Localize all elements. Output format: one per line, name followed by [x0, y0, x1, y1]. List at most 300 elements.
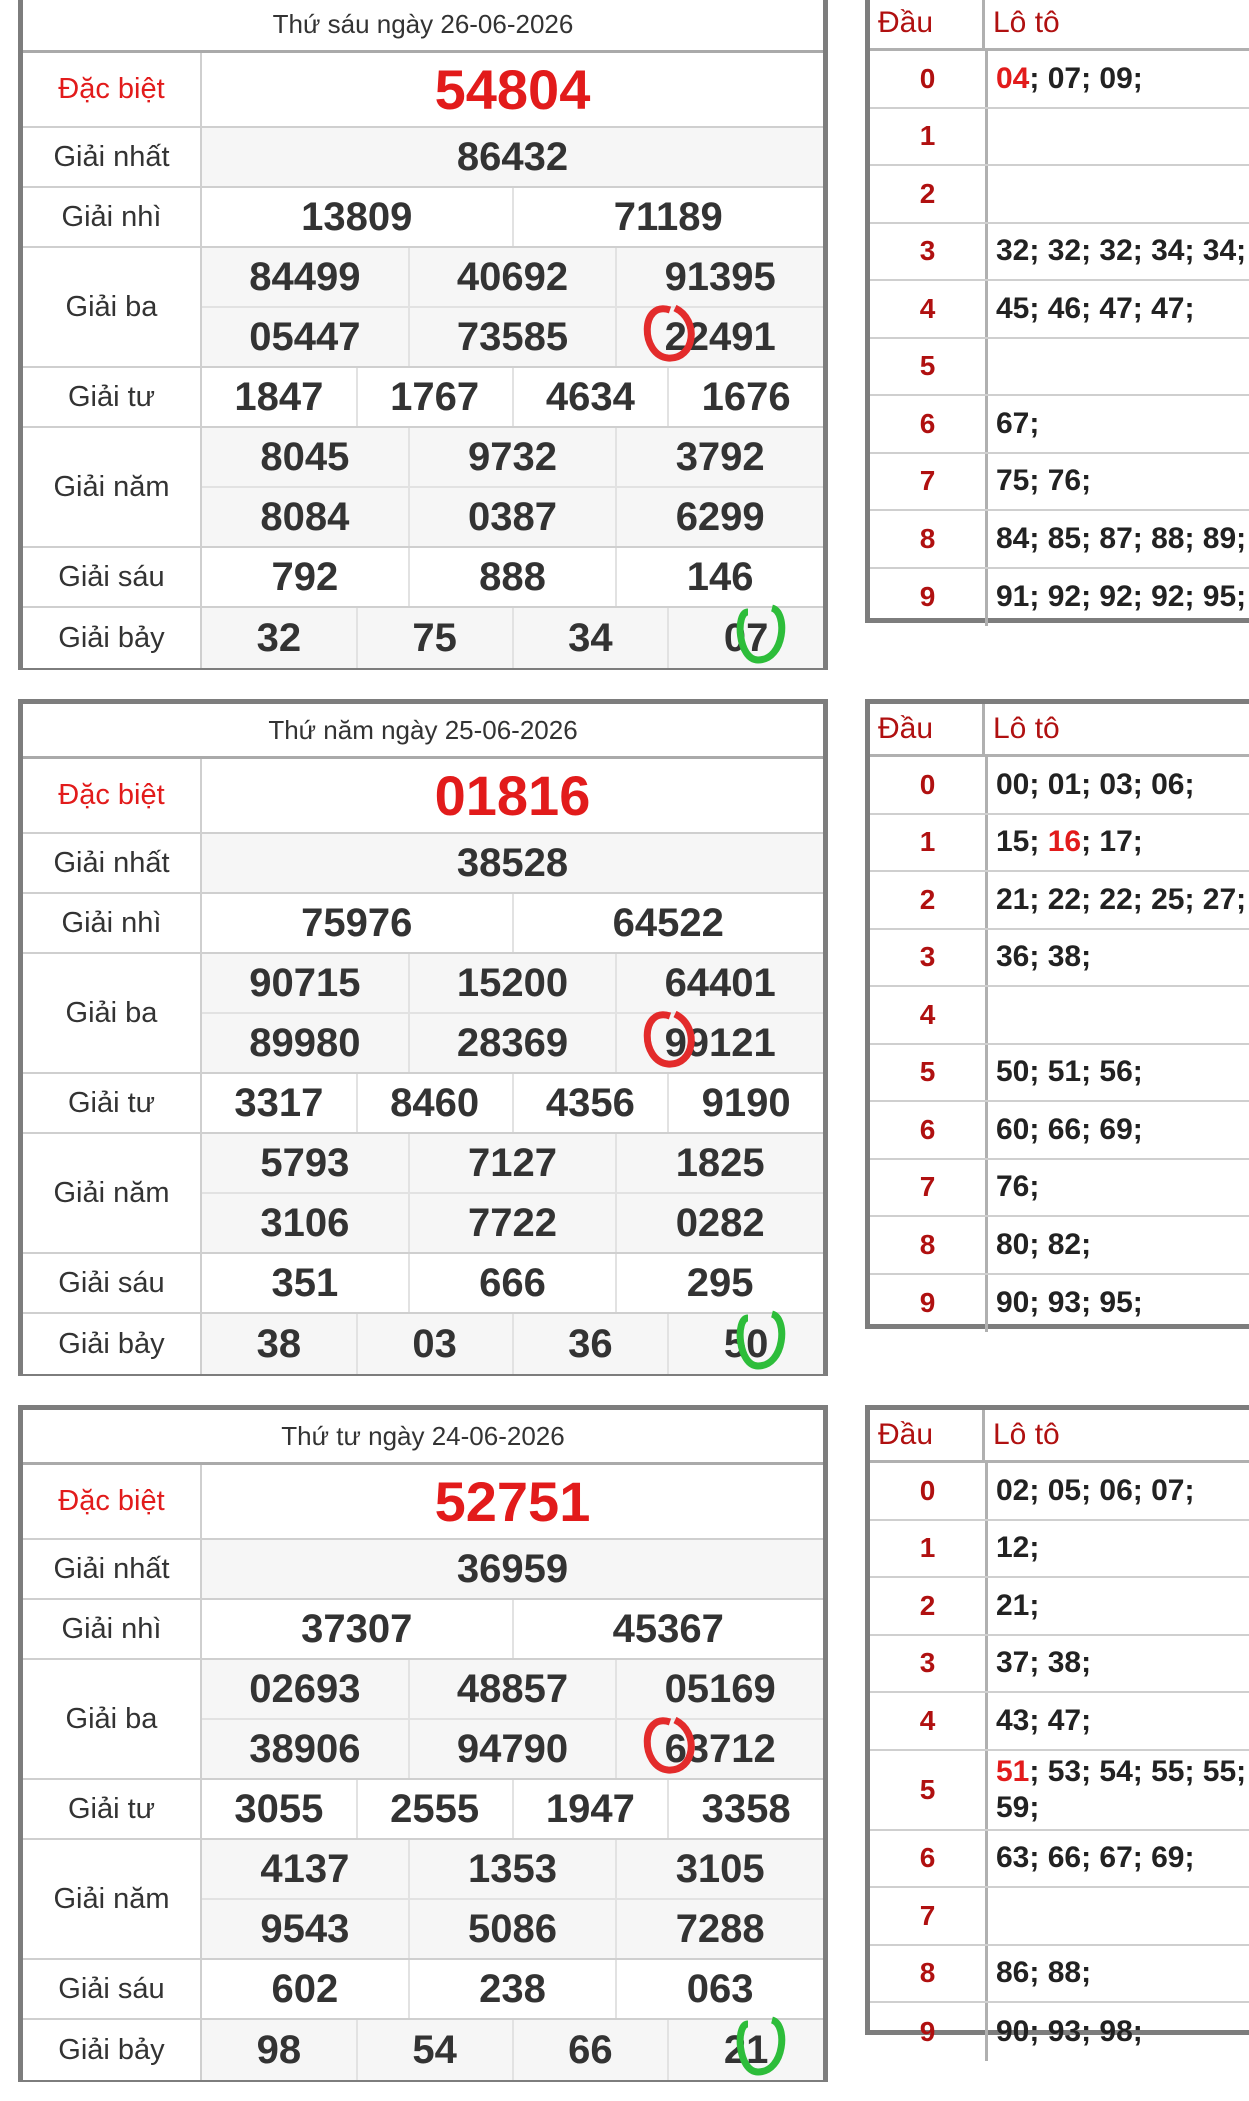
prize-label: Đặc biệt	[23, 1465, 202, 1538]
dau-digit: 8	[870, 511, 988, 567]
loto-values	[988, 1045, 1249, 1101]
prize-line	[202, 1074, 823, 1132]
prize-values	[202, 1314, 823, 1374]
prize-values	[202, 1134, 823, 1252]
result-table	[18, 699, 828, 1376]
loto-line	[996, 407, 1039, 441]
dau-digit: 7	[870, 1160, 988, 1216]
loto-line	[996, 1055, 1143, 1089]
prize-label: Giải ba	[23, 1660, 202, 1778]
prize-number: 73585	[408, 308, 616, 366]
prize-number: 3358	[667, 1780, 823, 1838]
prize-row-sixth	[23, 548, 823, 608]
loto-highlight: 04	[996, 61, 1030, 95]
prize-line	[202, 306, 823, 366]
prize-line	[202, 548, 823, 606]
loto-text: 37; 38;	[996, 1646, 1092, 1680]
prize-number: 8045	[260, 434, 350, 479]
prize-number: 238	[408, 1960, 616, 2018]
prize-number: 63712	[615, 1720, 823, 1778]
prize-row-seventh	[23, 608, 823, 668]
prize-number: 15200	[408, 954, 616, 1012]
prize-row-special	[23, 53, 823, 128]
loto-line	[996, 1841, 1194, 1875]
loto-text: 63; 66; 67; 69;	[996, 1841, 1195, 1875]
prize-row-third	[23, 248, 823, 368]
prize-row-fourth	[23, 1780, 823, 1840]
day-block	[0, 706, 1249, 1386]
date-title: Thứ tư ngày 24-06-2026	[23, 1410, 823, 1465]
prize-label: Giải năm	[23, 428, 202, 546]
loto-values	[988, 109, 1249, 165]
prize-line	[202, 368, 823, 426]
loto-values	[988, 1217, 1249, 1273]
loto-values	[988, 930, 1249, 986]
prize-label: Giải nhất	[23, 834, 202, 892]
loto-row	[870, 1946, 1249, 2004]
loto-values	[988, 1578, 1249, 1634]
prize-number: 05447	[249, 314, 361, 359]
prize-number: 36959	[456, 1546, 569, 1591]
prize-line	[202, 1540, 823, 1598]
prize-number: 9190	[667, 1074, 823, 1132]
dau-digit: 1	[870, 109, 988, 165]
dau-digit: 3	[870, 224, 988, 280]
dau-digit: 7	[870, 1888, 988, 1944]
dau-digit: 0	[870, 51, 988, 107]
prize-label: Đặc biệt	[23, 759, 202, 832]
prize-row-sixth	[23, 1254, 823, 1314]
loto-line	[996, 1531, 1039, 1565]
prize-values	[202, 1254, 823, 1312]
prize-number: 07	[667, 608, 823, 668]
prize-row-first	[23, 128, 823, 188]
dau-digit: 1	[870, 1521, 988, 1577]
loto-row	[870, 872, 1249, 930]
prize-values	[202, 53, 823, 126]
dau-header: Đầu	[870, 0, 985, 48]
prize-number: 36	[512, 1314, 668, 1374]
prize-row-first	[23, 1540, 823, 1600]
prize-number: 792	[271, 554, 339, 599]
prize-line	[202, 1600, 823, 1658]
loto-text: 59;	[996, 1790, 1040, 1824]
prize-number: 94790	[408, 1720, 616, 1778]
loto-line	[996, 1228, 1091, 1262]
prize-line	[202, 759, 823, 832]
loto-text: 45; 46; 47; 47;	[996, 291, 1195, 325]
loto-text: 43; 47;	[996, 1703, 1092, 1737]
prize-row-second	[23, 894, 823, 954]
loto-values	[988, 1751, 1249, 1829]
loto-row	[870, 1578, 1249, 1636]
prize-values	[202, 1840, 823, 1958]
prize-label: Giải bảy	[23, 1314, 202, 1374]
loto-row	[870, 1693, 1249, 1751]
prize-number: 02693	[249, 1666, 361, 1711]
loto-row	[870, 454, 1249, 512]
prize-row-fifth	[23, 1840, 823, 1960]
prize-number: 52751	[434, 1470, 591, 1533]
dau-digit: 1	[870, 815, 988, 871]
loto-values	[988, 569, 1249, 627]
prize-line	[202, 1254, 823, 1312]
loto-row	[870, 757, 1249, 815]
prize-number: 6299	[615, 488, 823, 546]
prize-number: 38906	[249, 1726, 361, 1771]
loto-row	[870, 815, 1249, 873]
loto-values	[988, 396, 1249, 452]
loto-row	[870, 166, 1249, 224]
prize-number: 90715	[249, 960, 361, 1005]
prize-number: 1847	[234, 374, 324, 419]
prize-number: 66	[512, 2020, 668, 2080]
prize-line	[202, 1314, 823, 1374]
loto-header	[870, 1410, 1249, 1463]
loto-row	[870, 109, 1249, 167]
loto-values	[988, 1102, 1249, 1158]
loto-line	[996, 2015, 1143, 2049]
loto-values	[988, 1693, 1249, 1749]
prize-number: 888	[408, 548, 616, 606]
loto-text: 84; 85; 87; 88; 89;	[996, 521, 1247, 555]
loto-values	[988, 224, 1249, 280]
dau-digit: 9	[870, 1275, 988, 1333]
prize-line	[202, 1840, 823, 1898]
loto-row	[870, 930, 1249, 988]
prize-number: 50	[667, 1314, 823, 1374]
prize-line	[202, 486, 823, 546]
prize-label: Giải bảy	[23, 2020, 202, 2080]
prize-row-seventh	[23, 2020, 823, 2080]
loto-row	[870, 511, 1249, 569]
prize-number: 01816	[434, 764, 591, 827]
prize-values	[202, 1540, 823, 1598]
prize-row-fifth	[23, 428, 823, 548]
prize-number: 1825	[615, 1134, 823, 1192]
prize-number: 89980	[249, 1020, 361, 1065]
prize-line	[202, 1134, 823, 1192]
loto-header	[870, 0, 1249, 51]
loto-values	[988, 51, 1249, 107]
prize-values	[202, 2020, 823, 2080]
loto-header-label: Lô tô	[993, 6, 1060, 39]
loto-values	[988, 1275, 1249, 1333]
prize-line	[202, 834, 823, 892]
prize-label: Giải ba	[23, 248, 202, 366]
prize-row-third	[23, 1660, 823, 1780]
dau-digit: 2	[870, 166, 988, 222]
prize-number: 4634	[512, 368, 668, 426]
prize-number: 4137	[260, 1846, 350, 1891]
prize-row-second	[23, 188, 823, 248]
loto-row	[870, 1888, 1249, 1946]
loto-text: 36; 38;	[996, 940, 1092, 974]
prize-label: Giải tư	[23, 1780, 202, 1838]
dau-digit: 4	[870, 1693, 988, 1749]
prize-row-second	[23, 1600, 823, 1660]
prize-number: 54	[356, 2020, 512, 2080]
loto-row	[870, 569, 1249, 627]
prize-label: Đặc biệt	[23, 53, 202, 126]
loto-line	[996, 1589, 1039, 1623]
loto-row	[870, 1463, 1249, 1521]
prize-line	[202, 1718, 823, 1778]
prize-number: 0387	[408, 488, 616, 546]
prize-label: Giải nhì	[23, 188, 202, 246]
prize-number: 3105	[615, 1840, 823, 1898]
loto-row	[870, 224, 1249, 282]
prize-number: 37307	[301, 1606, 413, 1651]
prize-number: 666	[408, 1254, 616, 1312]
dau-digit: 0	[870, 757, 988, 813]
prize-row-fourth	[23, 368, 823, 428]
dau-digit: 5	[870, 1751, 988, 1829]
prize-number: 38528	[456, 840, 569, 885]
prize-label: Giải nhất	[23, 128, 202, 186]
prize-label: Giải năm	[23, 1840, 202, 1958]
loto-header-label: Lô tô	[993, 1418, 1060, 1451]
loto-line	[996, 580, 1246, 614]
prize-label: Giải sáu	[23, 1960, 202, 2018]
prize-values	[202, 548, 823, 606]
loto-row	[870, 51, 1249, 109]
dau-digit: 2	[870, 872, 988, 928]
prize-number: 295	[615, 1254, 823, 1312]
prize-label: Giải ba	[23, 954, 202, 1072]
prize-row-third	[23, 954, 823, 1074]
loto-text: 90; 93; 95;	[996, 1286, 1143, 1320]
loto-row	[870, 396, 1249, 454]
loto-text: 91; 92; 92; 92; 95;	[996, 580, 1247, 614]
prize-number: 3317	[234, 1080, 324, 1125]
loto-values	[988, 454, 1249, 510]
loto-text: 90; 93; 98;	[996, 2014, 1143, 2048]
prize-values	[202, 188, 823, 246]
prize-line	[202, 53, 823, 126]
prize-line	[202, 1192, 823, 1252]
prize-number: 99121	[615, 1014, 823, 1072]
loto-line	[996, 292, 1194, 326]
prize-line	[202, 2020, 823, 2080]
prize-label: Giải nhất	[23, 1540, 202, 1598]
loto-text: 12;	[996, 1531, 1040, 1565]
loto-highlight: 16	[1047, 825, 1082, 859]
prize-row-fifth	[23, 1134, 823, 1254]
prize-number: 32	[256, 615, 302, 660]
date-title: Thứ năm ngày 25-06-2026	[23, 704, 823, 759]
loto-line	[996, 1704, 1091, 1738]
loto-line	[996, 1754, 1246, 1790]
prize-values	[202, 128, 823, 186]
prize-line	[202, 1465, 823, 1538]
prize-row-seventh	[23, 1314, 823, 1374]
loto-values	[988, 987, 1249, 1043]
loto-text: 21;	[996, 1588, 1040, 1622]
loto-text: 02; 05; 06; 07;	[996, 1473, 1195, 1507]
loto-row	[870, 2003, 1249, 2061]
prize-line	[202, 248, 823, 306]
prize-number: 84499	[249, 254, 361, 299]
loto-line	[996, 1474, 1194, 1508]
prize-number: 3792	[615, 428, 823, 486]
loto-line	[996, 1286, 1143, 1320]
prize-row-special	[23, 1465, 823, 1540]
prize-row-sixth	[23, 1960, 823, 2020]
prize-line	[202, 608, 823, 668]
loto-highlight: 51	[996, 1754, 1030, 1788]
loto-values	[988, 281, 1249, 337]
prize-number: 7127	[408, 1134, 616, 1192]
dau-digit: 5	[870, 339, 988, 395]
loto-row	[870, 1636, 1249, 1694]
loto-row	[870, 1521, 1249, 1579]
loto-line	[996, 768, 1194, 802]
loto-text: 00; 01; 03; 06;	[996, 767, 1195, 801]
loto-text: ; 17;	[1081, 825, 1143, 859]
loto-values	[988, 1463, 1249, 1519]
prize-number: 22491	[615, 308, 823, 366]
prize-label: Giải tư	[23, 1074, 202, 1132]
dau-digit: 4	[870, 987, 988, 1043]
loto-line	[996, 522, 1246, 556]
dau-digit: 3	[870, 1636, 988, 1692]
prize-number: 7288	[615, 1900, 823, 1958]
loto-text: 80; 82;	[996, 1227, 1092, 1261]
prize-number: 602	[271, 1966, 339, 2011]
prize-number: 5086	[408, 1900, 616, 1958]
loto-table	[865, 1405, 1249, 2048]
prize-label: Giải sáu	[23, 548, 202, 606]
prize-number: 1947	[512, 1780, 668, 1838]
loto-text: 32; 32; 32; 34; 34;	[996, 234, 1247, 268]
prize-number: 0282	[615, 1194, 823, 1252]
loto-text: 75; 76;	[996, 464, 1092, 498]
loto-line	[996, 883, 1246, 917]
loto-text: 86; 88;	[996, 1956, 1092, 1990]
dau-digit: 8	[870, 1217, 988, 1273]
prize-number: 2555	[356, 1780, 512, 1838]
prize-line	[202, 1960, 823, 2018]
prize-number: 063	[615, 1960, 823, 2018]
prize-number: 91395	[615, 248, 823, 306]
prize-number: 4356	[512, 1074, 668, 1132]
prize-number: 75	[356, 608, 512, 668]
prize-values	[202, 834, 823, 892]
dau-digit: 7	[870, 454, 988, 510]
date-title: Thứ sáu ngày 26-06-2026	[23, 0, 823, 53]
loto-header	[870, 704, 1249, 757]
prize-values	[202, 1660, 823, 1778]
loto-row	[870, 339, 1249, 397]
loto-row	[870, 1045, 1249, 1103]
prize-label: Giải tư	[23, 368, 202, 426]
dau-digit: 5	[870, 1045, 988, 1101]
loto-line	[996, 1170, 1039, 1204]
loto-text: 76;	[996, 1170, 1040, 1204]
prize-label: Giải sáu	[23, 1254, 202, 1312]
prize-values	[202, 248, 823, 366]
prize-number: 64522	[512, 894, 824, 952]
dau-header: Đầu	[870, 1410, 985, 1460]
prize-number: 13809	[301, 194, 413, 239]
prize-number: 38	[256, 1321, 302, 1366]
prize-number: 1353	[408, 1840, 616, 1898]
loto-values	[988, 1831, 1249, 1887]
prize-number: 34	[512, 608, 668, 668]
loto-line	[996, 825, 1143, 859]
prize-values	[202, 1780, 823, 1838]
loto-text: 60; 66; 69;	[996, 1112, 1143, 1146]
loto-text: ; 53; 54; 55; 55;	[1029, 1754, 1247, 1788]
loto-values	[988, 511, 1249, 567]
prize-line	[202, 954, 823, 1012]
loto-line	[996, 62, 1143, 96]
loto-row	[870, 281, 1249, 339]
prize-line	[202, 1780, 823, 1838]
dau-digit: 6	[870, 1102, 988, 1158]
prize-label: Giải bảy	[23, 608, 202, 668]
loto-row	[870, 1102, 1249, 1160]
dau-digit: 8	[870, 1946, 988, 2002]
loto-values	[988, 1636, 1249, 1692]
prize-values	[202, 608, 823, 668]
loto-values	[988, 1521, 1249, 1577]
loto-text: 67;	[996, 406, 1040, 440]
prize-number: 54804	[434, 58, 591, 121]
loto-text: 50; 51; 56;	[996, 1055, 1143, 1089]
loto-values	[988, 166, 1249, 222]
prize-number: 7722	[408, 1194, 616, 1252]
loto-values	[988, 1946, 1249, 2002]
prize-number: 64401	[615, 954, 823, 1012]
day-block	[0, 0, 1249, 680]
loto-row	[870, 1275, 1249, 1333]
prize-number: 1676	[667, 368, 823, 426]
result-table	[18, 0, 828, 670]
loto-values	[988, 872, 1249, 928]
prize-number: 03	[356, 1314, 512, 1374]
result-table	[18, 1405, 828, 2082]
prize-number: 71189	[512, 188, 824, 246]
prize-number: 9732	[408, 428, 616, 486]
prize-values	[202, 894, 823, 952]
prize-number: 40692	[408, 248, 616, 306]
loto-values	[988, 339, 1249, 395]
dau-digit: 0	[870, 1463, 988, 1519]
dau-digit: 2	[870, 1578, 988, 1634]
loto-values	[988, 757, 1249, 813]
loto-row	[870, 1831, 1249, 1889]
prize-label: Giải nhì	[23, 1600, 202, 1658]
loto-row	[870, 1217, 1249, 1275]
prize-number: 351	[271, 1260, 339, 1305]
prize-line	[202, 128, 823, 186]
prize-values	[202, 368, 823, 426]
loto-line	[996, 1113, 1143, 1147]
prize-number: 28369	[408, 1014, 616, 1072]
loto-header-label: Lô tô	[993, 712, 1060, 745]
prize-line	[202, 1012, 823, 1072]
prize-number: 45367	[512, 1600, 824, 1658]
prize-number: 8460	[356, 1074, 512, 1132]
prize-number: 48857	[408, 1660, 616, 1718]
prize-line	[202, 428, 823, 486]
loto-line	[996, 1646, 1091, 1680]
loto-values	[988, 1160, 1249, 1216]
dau-digit: 9	[870, 2003, 988, 2061]
prize-line	[202, 894, 823, 952]
